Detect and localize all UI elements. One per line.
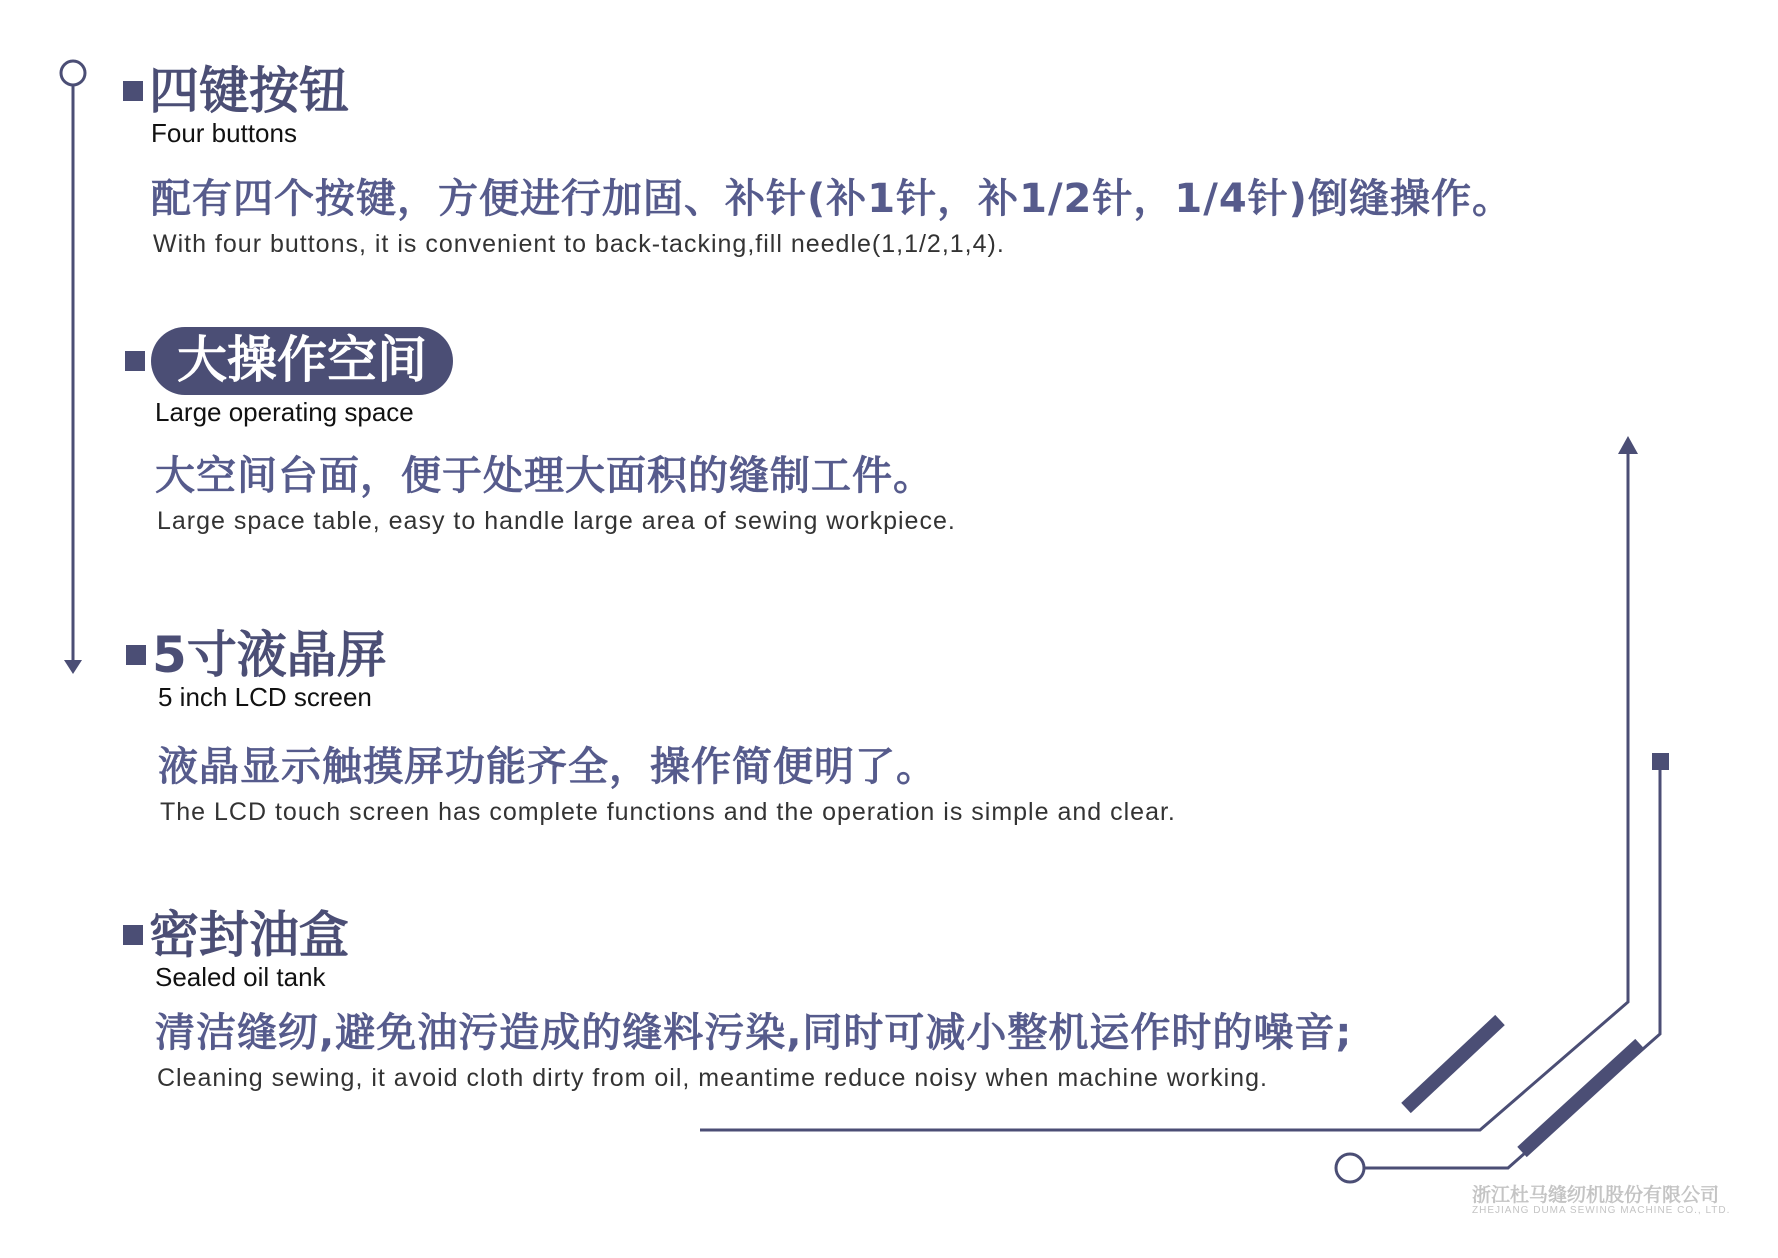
timeline-start-circle (61, 61, 85, 85)
circuit-end-circle (1336, 1154, 1364, 1182)
timeline-arrow-down-icon (64, 660, 82, 674)
description-en: Large space table, easy to handle large area of sewing workpiece. (157, 507, 956, 535)
description-cn: 液晶显示触摸屏功能齐全，操作简便明了。 (158, 744, 937, 790)
feature-lcd-screen (126, 626, 1176, 827)
bullet-square-icon (125, 351, 145, 371)
description-en: Cleaning sewing, it avoid cloth dirty from oil, meantime reduce noisy when machine working. (157, 1064, 1268, 1092)
bullet-square-icon (123, 925, 143, 945)
square-terminal-icon (1652, 753, 1669, 770)
heading-cn-highlight: 大操作空间 (151, 327, 453, 395)
diagonal-bar-1 (1406, 1020, 1500, 1108)
heading-en: Four buttons (151, 118, 297, 148)
heading-en: Large operating space (155, 397, 414, 427)
heading-cn: 密封油盒 (149, 906, 349, 964)
description-en: The LCD touch screen has complete functions and the operation is simple and clear. (160, 798, 1176, 826)
heading-en: Sealed oil tank (155, 962, 326, 992)
heading-cn: 5寸液晶屏 (152, 626, 387, 684)
section-heading (123, 906, 1352, 964)
feature-large-operating-space (125, 327, 956, 536)
heading-en: 5 inch LCD screen (158, 682, 372, 712)
section-heading (123, 62, 1513, 120)
bullet-square-icon (123, 81, 143, 101)
bullet-square-icon (126, 645, 146, 665)
description-en: With four buttons, it is convenient to back-tacking,fill needle(1,1/2,1,4). (153, 230, 1005, 258)
description-cn: 配有四个按键，方便进行加固、补针(补1针，补1/2针，1/4针)倒缝操作。 (151, 176, 1513, 222)
section-heading (125, 327, 956, 395)
section-heading (126, 626, 1176, 684)
heading-cn: 四键按钮 (149, 62, 349, 120)
diagonal-bar-2 (1522, 1044, 1640, 1152)
description-cn: 清洁缝纫,避免油污造成的缝料污染,同时可减小整机运作时的噪音; (155, 1010, 1353, 1056)
feature-sealed-oil-tank (123, 906, 1353, 1093)
description-cn: 大空间台面，便于处理大面积的缝制工件。 (155, 453, 934, 499)
company-name-cn: 浙江杜马缝纫机股份有限公司 (1472, 1184, 1720, 1206)
feature-four-buttons (123, 62, 1513, 259)
company-name-en: ZHEJIANG DUMA SEWING MACHINE CO., LTD. (1472, 1205, 1731, 1216)
arrow-up-icon (1618, 436, 1638, 454)
